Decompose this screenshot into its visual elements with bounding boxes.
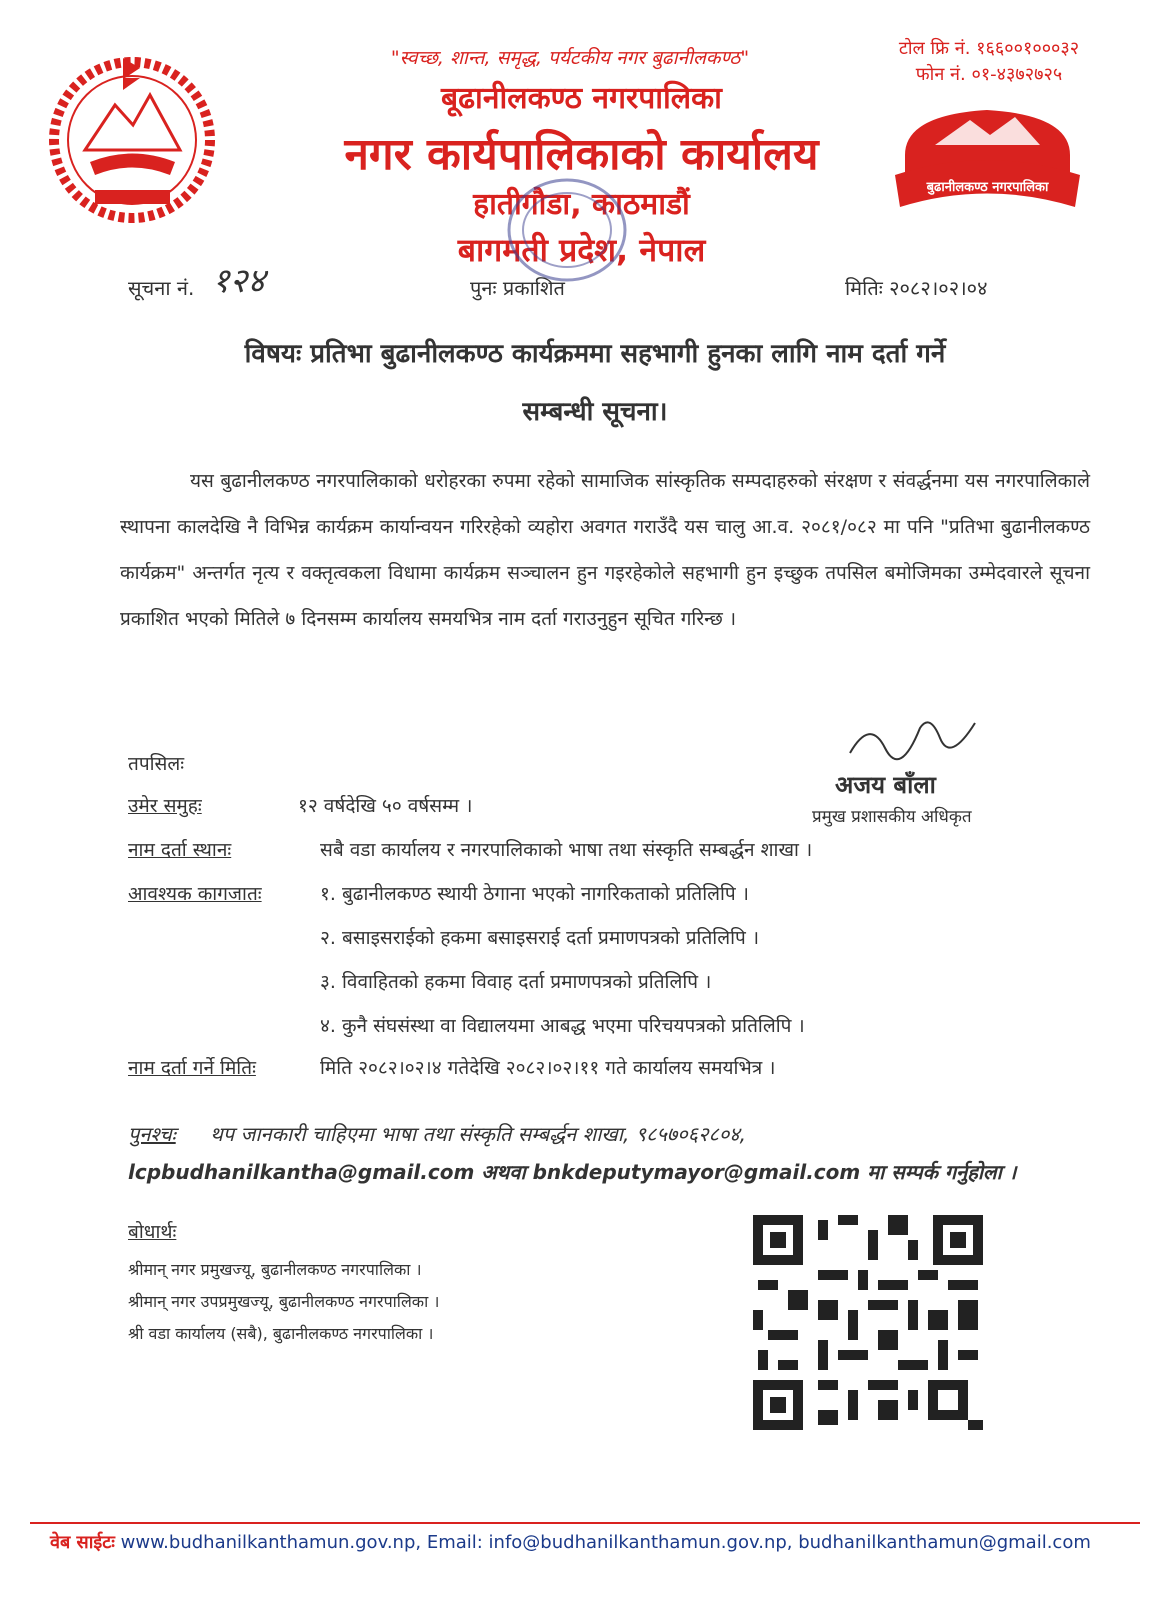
document-item: ४. कुनै संघसंस्था वा विद्यालयमा आबद्ध भएमा परिचयपत्रको प्रतिलिपि । <box>320 1015 805 1037</box>
postscript-label: पुनश्चः <box>128 1122 176 1146</box>
signatory-title: प्रमुख प्रशासकीय अधिकृत <box>812 807 972 827</box>
toll-free-number: टोल फ्रि नं. १६६००१०००३२ <box>898 38 1080 59</box>
notice-label: सूचना नं. <box>128 276 195 300</box>
subject-line-2: सम्बन्धी सूचना। <box>522 397 668 427</box>
republished-label: पुनः प्रकाशित <box>470 276 565 300</box>
registration-date-value: मिति २०८२।०२।४ गतेदेखि २०८२।०२।११ गते कार्यालय समयभित्र । <box>320 1057 776 1079</box>
qr-code[interactable] <box>748 1210 988 1435</box>
office-stamp <box>505 175 630 285</box>
cc-item: श्री वडा कार्यालय (सबै), बुढानीलकण्ठ नगरपालिका । <box>128 1324 434 1343</box>
footer-divider <box>30 1522 1140 1524</box>
details-heading: तपसिलः <box>128 753 185 775</box>
office-location: हातीगौडा, काठमाडौं <box>473 187 690 222</box>
postscript-line-1: थप जानकारी चाहिएमा भाषा तथा संस्कृति सम्बर्द्धन शाखा, ९८५७०६२८०४, <box>210 1122 747 1146</box>
website-label: वेब साईटः <box>50 1532 115 1553</box>
notice-body: यस बुढानीलकण्ठ नगरपालिकाको धरोहरका रुपमा रहेको सामाजिक सांस्कृतिक सम्पदाहरुको संरक्षण र संवर्द्धनमा यस नगरपालिकाले स्थापना कालदेखि नै विभिन्न कार्यक्रम कार्यान्वयन गरिरहेको व्यहोरा अवगत गराउँदै यस चालु आ.व. २०८१/०८२ मा पनि "प्रतिभा बुढानीलकण्ठ कार्यक्रम" अन्तर्गत नृत्य र वक्तृत्वकला विधामा कार्यक्रम सञ्चालन हुन गइरहेकोले सहभागी हुन इच्छुक तपसिल बमोजिमका उम्मेदवारले सूचना प्रकाशित भएको मितिले ७ दिनसम्म कार्यालय समयभित्र नाम दर्ता गराउनुहुन सूचित गरिन्छ । <box>120 470 1090 630</box>
phone-number: फोन नं. ०१-४३७२७२५ <box>915 64 1063 85</box>
age-group-label: उमेर समुहः <box>128 795 202 817</box>
registration-date-label: नाम दर्ता गर्ने मितिः <box>128 1057 256 1079</box>
postscript-line-2: lcpbudhanilkantha@gmail.com अथवा bnkdeputymayor@gmail.com मा सम्पर्क गर्नुहोला । <box>128 1160 1017 1184</box>
notice-number: १२४ <box>212 261 266 301</box>
logo-text: बुढानीलकण्ठ नगरपालिका <box>926 180 1049 195</box>
notice-date: मितिः २०८२।०२।०४ <box>845 276 988 300</box>
cc-item: श्रीमान् नगर उपप्रमुखज्यू, बुढानीलकण्ठ नगरपालिका । <box>128 1292 440 1311</box>
municipality-logo <box>890 95 1085 215</box>
document-item: २. बसाइसराईको हकमा बसाइसराई दर्ता प्रमाणपत्रको प्रतिलिपि । <box>320 927 760 949</box>
required-documents-label: आवश्यक कागजातः <box>128 883 262 905</box>
age-group-value: १२ वर्षदेखि ५० वर्षसम्म । <box>298 795 473 817</box>
signature-scribble <box>840 708 980 768</box>
footer-links[interactable]: www.budhanilkanthamun.gov.np, Email: info@budhanilkanthamun.gov.np, budhanilkanthamun@gmail.com <box>120 1532 1091 1553</box>
footer-contact <box>50 1530 1150 1554</box>
signatory-name: अजय बाँला <box>835 771 936 799</box>
tagline: "स्वच्छ, शान्त, समृद्ध, पर्यटकीय नगर बुढानीलकण्ठ" <box>390 47 750 69</box>
subject-line-1: विषयः प्रतिभा बुढानीलकण्ठ कार्यक्रममा सहभागी हुनका लागि नाम दर्ता गर्ने <box>244 339 946 369</box>
document-item: ३. विवाहितको हकमा विवाह दर्ता प्रमाणपत्रको प्रतिलिपि । <box>320 971 712 993</box>
office-province: बागमती प्रदेश, नेपाल <box>457 231 706 269</box>
office-name: नगर कार्यपालिकाको कार्यालय <box>344 129 819 180</box>
cc-heading: बोधार्थः <box>128 1221 177 1243</box>
registration-place-label: नाम दर्ता स्थानः <box>128 839 232 861</box>
registration-place-value: सबै वडा कार्यालय र नगरपालिकाको भाषा तथा संस्कृति सम्बर्द्धन शाखा । <box>320 839 813 861</box>
document-item: १. बुढानीलकण्ठ स्थायी ठेगाना भएको नागरिकताको प्रतिलिपि । <box>320 883 749 905</box>
cc-item: श्रीमान् नगर प्रमुखज्यू, बुढानीलकण्ठ नगरपालिका । <box>128 1260 422 1279</box>
municipality-name: बूढानीलकण्ठ नगरपालिका <box>441 81 722 116</box>
